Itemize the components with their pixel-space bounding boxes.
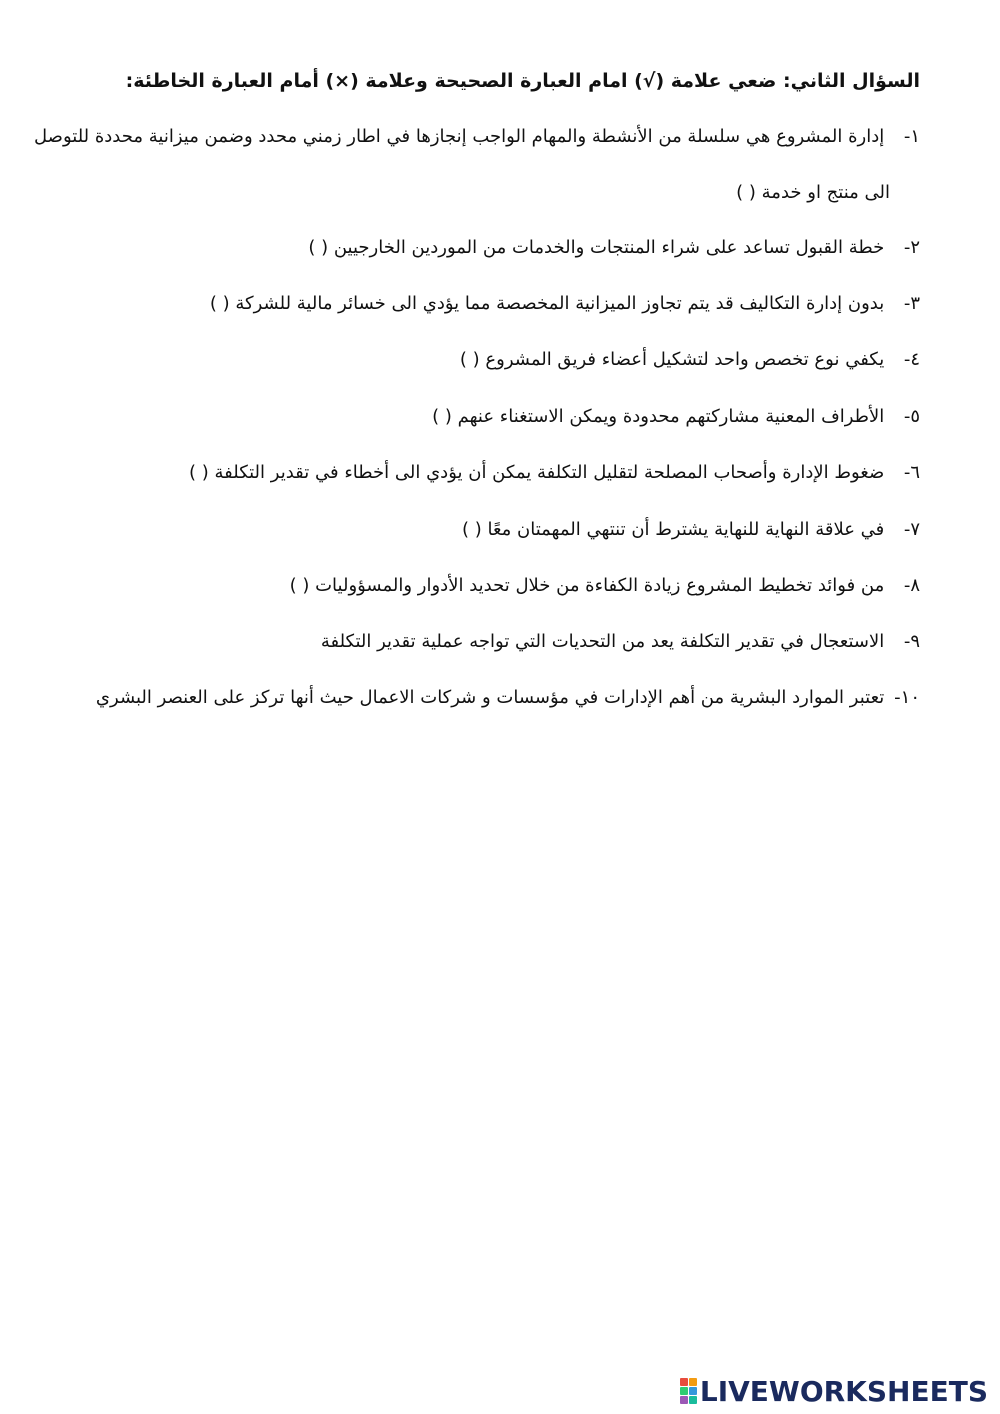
statement-text: من فوائد تخطيط المشروع زيادة الكفاءة من خلال تحديد الأدوار والمسؤوليات ( ) <box>289 575 885 596</box>
logo-block <box>689 1387 697 1395</box>
logo-block <box>680 1396 688 1404</box>
statement-text: ضغوط الإدارة وأصحاب المصلحة لتقليل التكلفة يمكن أن يؤدي الى أخطاء في تقدير التكلفة ( ) <box>188 462 885 483</box>
statement-text: تعتبر الموارد البشرية من أهم الإدارات في مؤسسات و شركات الاعمال حيث أنها تركز على العنصر البشري <box>95 687 885 708</box>
statement-1 <box>34 122 920 152</box>
statement-number: ٩- <box>903 631 920 652</box>
statement-6 <box>40 458 920 488</box>
statement-4 <box>40 345 920 375</box>
statement-number: ٧- <box>903 519 920 540</box>
statement-number: ٣- <box>903 293 920 314</box>
statement-5 <box>40 402 920 432</box>
logo-block <box>689 1378 697 1386</box>
statement-text: في علاقة النهاية للنهاية يشترط أن تنتهي المهمتان معًا ( ) <box>461 519 885 540</box>
statement-9 <box>40 627 920 657</box>
logo-block <box>680 1378 688 1386</box>
logo-text: LIVEWORKSHEETS <box>699 1374 988 1408</box>
statement-text: إدارة المشروع هي سلسلة من الأنشطة والمهام الواجب إنجازها في اطار زمني محدد وضمن ميزانية محددة للتوصل <box>34 126 885 147</box>
statement-7 <box>40 515 920 545</box>
statement-text: خطة القبول تساعد على شراء المنتجات والخدمات من الموردين الخارجيين ( ) <box>308 237 885 258</box>
statement-number: ٢- <box>903 237 920 258</box>
statement-number: ١- <box>903 126 920 147</box>
statement-number: ٤- <box>903 349 920 370</box>
statement-3 <box>40 289 920 319</box>
statement-text: بدون إدارة التكاليف قد يتم تجاوز الميزانية المخصصة مما يؤدي الى خسائر مالية للشركة ( ) <box>209 293 885 314</box>
statement-number: ١٠- <box>894 687 920 708</box>
statement-number: ٥- <box>903 406 920 427</box>
statement-8 <box>40 571 920 601</box>
logo-block <box>680 1387 688 1395</box>
question-title: السؤال الثاني: ضعي علامة (√) امام العبارة الصحيحة وعلامة (×) أمام العبارة الخاطئة: <box>125 70 920 92</box>
liveworksheets-logo <box>680 1374 988 1408</box>
statement-2 <box>40 233 920 263</box>
statement-text: الاستعجال في تقدير التكلفة يعد من التحديات التي تواجه عملية تقدير التكلفة <box>320 631 885 652</box>
statement-10 <box>40 683 920 713</box>
logo-mark-icon <box>680 1378 697 1404</box>
logo-block <box>689 1396 697 1404</box>
statement-text-continuation: الى منتج او خدمة ( ) <box>736 182 890 203</box>
statement-text: يكفي نوع تخصص واحد لتشكيل أعضاء فريق المشروع ( ) <box>459 349 885 370</box>
statement-text: الأطراف المعنية مشاركتهم محدودة ويمكن الاستغناء عنهم ( ) <box>432 406 885 427</box>
statement-number: ٦- <box>903 462 920 483</box>
statement-number: ٨- <box>903 575 920 596</box>
